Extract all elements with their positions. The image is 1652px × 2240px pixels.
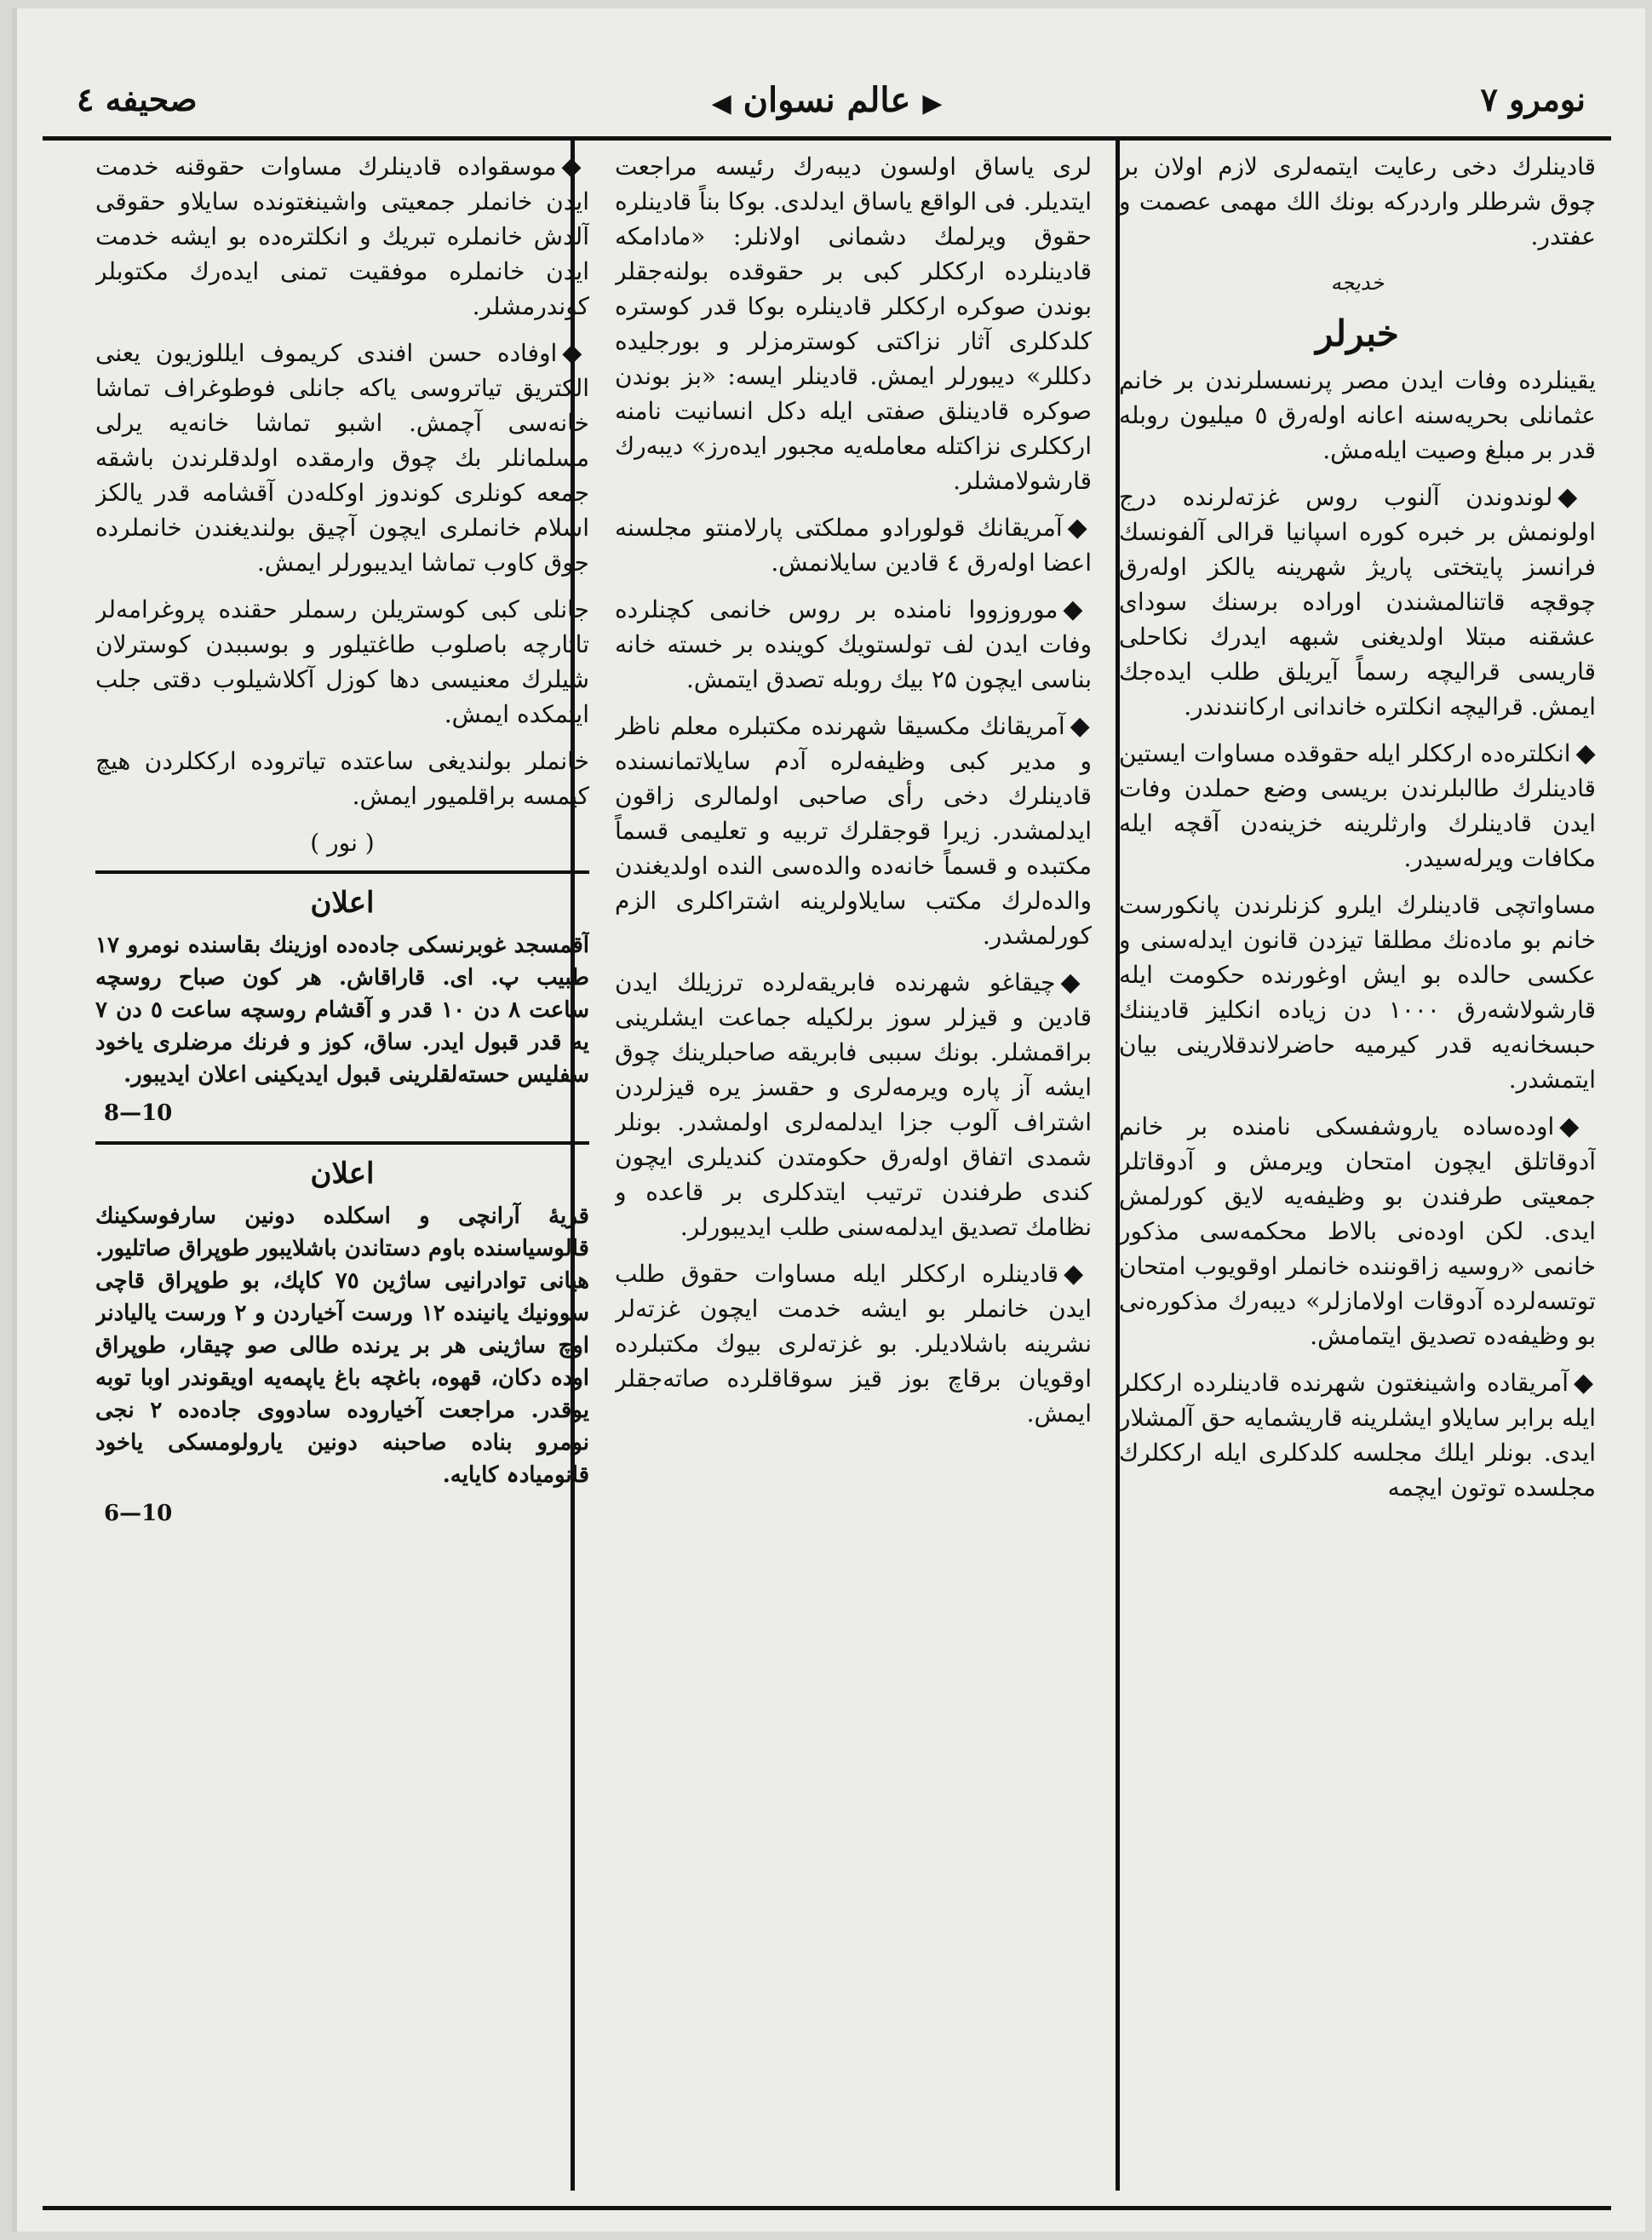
news-item: جانلی کبی کوستریلن رسملر حقنده پروغرامەلر تاتارچه باصلوب طاغتیلور و بوسببدن کوسترلان شیلرك معنیسی دها کوزل آکلاشیلوب دقتی جلب ایتمکده ایمش. bbox=[95, 595, 589, 728]
news-item-text: لوندوندن آلنوب روس غزتەلرنده درج اولونمش بر خبره کوره اسپانیا قرالی آلفونسك فرانسز پایتختی پاریژ شهرینه یالکز اولەرق چوقچه قاتنالمشندن اوراده برسنك سودای عشقنه مبتلا اولدیغنی شبهه ایدرك نکاحلی قاریسی قرالیچه رسماً آیریلق طلب ایدەجك ایمش. قرالیچه انکلترە خاندانی ارکانندندر. bbox=[1119, 483, 1596, 721]
news-item-text: موسقواده قادینلرك مساوات حقوقنه خدمت ایدن خانملر جمعیتی واشینغتونده سایلاو حقوقی آلدش خانملره تبریك و انکلترەده بو ایشه خدمت ایدن خانملره موفقیت تمنی ایدەرك مکتوبلر کوندرمشلر. bbox=[95, 152, 589, 320]
news-item bbox=[615, 965, 1092, 1244]
news-item bbox=[95, 336, 589, 580]
news-item-text: چیقاغو شهرنده فابریقەلرده ترزیلك ایدن قادین و قیزلر سوز برلکیله جماعت ایشلرینی براقمشلر. بونك سببی فابریقه صاحبلرینك چوق ایشه آز پاره ویرمەلری و حقسز یره قیزلردن اشتراف آلوب جزا ایدلمەلری اولمشدر. بونلر شمدی اتفاق اولەرق حکومتدن کندیلری ایچون کندی طرفندن ترتیب ایتدکلری بر قاعده و نظامك تصدیق ایدلمەسنی طلب ایدیبورلر. bbox=[615, 968, 1092, 1241]
diamond-bullet-icon: ◆ bbox=[1557, 482, 1596, 512]
ad-number: 6—10 bbox=[104, 1501, 173, 1526]
diamond-bullet-icon: ◆ bbox=[1070, 711, 1092, 741]
news-item bbox=[1119, 736, 1596, 876]
news-item bbox=[95, 149, 589, 324]
diamond-bullet-icon: ◆ bbox=[1574, 1368, 1596, 1398]
news-item bbox=[615, 510, 1092, 580]
column-right bbox=[1119, 149, 1596, 2180]
column-left bbox=[95, 149, 589, 2180]
news-item-text: موروزووا نامنده بر روس خانمی کچنلرده وفات ایدن لف تولستویك کوینده بر خسته خانه بناسی ایچون ۲۵ بیك روبله تصدق ایتمش. bbox=[615, 595, 1092, 693]
masthead bbox=[43, 75, 1611, 135]
diamond-bullet-icon: ◆ bbox=[1067, 513, 1092, 543]
news-item bbox=[1119, 1109, 1596, 1353]
signature: خدیجه bbox=[1330, 271, 1385, 295]
news-heading: خبرلر bbox=[1316, 313, 1399, 354]
column-middle bbox=[615, 149, 1092, 2180]
newspaper-title-text: عالم نسوان bbox=[743, 80, 911, 120]
news-item bbox=[615, 592, 1092, 697]
ad-title: اعلان bbox=[310, 1157, 375, 1191]
diamond-bullet-icon: ◆ bbox=[1559, 1111, 1596, 1141]
advertisement bbox=[95, 1141, 589, 1531]
issue-number: نومرو ۷ bbox=[1480, 80, 1586, 118]
diamond-bullet-icon: ◆ bbox=[1063, 594, 1092, 624]
article-paragraph: قادینلرك دخی رعایت ایتمەلری لازم اولان بر چوق شرطلر واردرکه بونك الك مهمی عصمت و عفتدر. bbox=[1119, 152, 1596, 250]
footer-rule bbox=[43, 2206, 1611, 2210]
news-item-text: اوفاده حسن افندی کریموف ایللوزیون یعنی الکتریق تیاتروسی یاکه جانلی فوطوغراف تماشا خانەسی آچمش. اشبو تماشا خانەیه یرلی مسلمانلر بك چوق وارمقده اولدقلرندن باشقه جمعه کونلری کوندوز اوکلەدن آقشامه قدر یالکز اسلام خانملری ایچون آچیق بولندیغندن خانملرده جوق کاوب تماشا ایدیبورلر ایمش. bbox=[95, 339, 589, 577]
diamond-bullet-icon: ◆ bbox=[561, 152, 589, 181]
news-item bbox=[615, 1256, 1092, 1431]
newspaper-title bbox=[712, 80, 943, 120]
ad-text: آقمسجد غوبرنسکی جادەده اوزینك بقاسنده نومرو ۱۷ طبیب پ. ای. قاراقاش. هر کون صباح روسچه ساعت ۸ دن ۱۰ قدر و آقشام روسچه ساعت ٥ دن ۷ یه قدر قبول ایدر. ساق، کوز و فرنك مرضلری یاخود سفلیس حستەلقلرینی قبول ایدیکینی اعلان ایدیبور. bbox=[95, 933, 589, 1088]
news-item-text: آمریقاده واشینغتون شهرنده قادینلرده ارککلر ایله برابر سایلاو ایشلرینه قاریشمایه حق آلمشلار ایدی. بونلر ایلك مجلسه کلدکلری ایله ارککلرك مجلسده توتون ایچمه bbox=[1119, 1369, 1596, 1502]
news-item bbox=[615, 709, 1092, 953]
ad-number: 8—10 bbox=[104, 1100, 173, 1126]
news-item: یقینلرده وفات ایدن مصر پرنسسلرندن بر خانم عثمانلی بحریەسنه اعانه اولەرق ٥ میلیون روبله قدر بر مبلغ وصیت ایلەمش. bbox=[1119, 366, 1596, 464]
ornament-icon: ▶ bbox=[922, 88, 943, 118]
diamond-bullet-icon: ◆ bbox=[1060, 968, 1092, 997]
page-number: صحیفه ٤ bbox=[77, 80, 198, 118]
ad-text: قریهٔ آرانچی و اسکلده دونین سارفوسکینك قالوسیاسنده باوم دستاندن باشلایبور طوپراق صاتلیور. هیانی توادرانیی ساژین ۷٥ کاپك، بو طوپراق قاچی سوونیك یانیندە ۱۲ ورست آخیاردن و ۲ ورست یالیادنر اوچ ساژینی هر بر یرنده طالی صو چیقار، طوپراق اوده دکان، قهوه، باغچه باغ یاپمەیه اویقوندر اوبا توبه یوقدر. مراجعت آخیاروده سادووی جادەده ۲ نجی نومرو بناده صاحبنه دونین یارولومسکی یاخود قانومیادہ کایایه. bbox=[95, 1203, 589, 1488]
news-item-text: قادینلره ارککلر ایله مساوات حقوق طلب ایدن خانملر بو ایشه خدمت ایچون غزتەلر نشرینه باشلادیلر. بو غزتەلری بیوك مکتبلرده اوقویان برقاچ بوز قیز سوقاقلرده صاتەجقلر ایمش. bbox=[615, 1260, 1092, 1427]
diamond-bullet-icon: ◆ bbox=[1064, 1259, 1092, 1289]
news-item bbox=[1119, 480, 1596, 724]
news-item-text: آمریقانك قولورادو مملکتی پارلامنتو مجلسنه اعضا اولەرق ٤ قادین سایلانمش. bbox=[615, 514, 1092, 577]
news-item bbox=[1119, 1365, 1596, 1505]
header-rule bbox=[43, 136, 1611, 141]
news-item-text: انکلترەده ارککلر ایله حقوقده مساوات ایستین قادینلرك طالبلرندن بریسی وضع حملدن وفات ایدن قادینلرك وارثلرینه خزینەدن آقچه ایله مکافات ویرلەسیدر. bbox=[1119, 739, 1596, 872]
news-item-text: اودەساده یاروشفسکی نامنده بر خانم آدوقاتلق ایچون امتحان ویرمش و آدوقاتلر جمعیتی طرفندن بو وظیفەیه لایق کورلمش ایدی. لکن اودەنی بالاط محکمەسی مذکور خانمی «روسیه زاقوننده خانملر اوقویوب امتحان توتسەلرده آدوقات اولامازلر» دیبەرك مذکورەنی بو وظیفەده تصدیق ایتمامش. bbox=[1119, 1112, 1596, 1350]
ad-title: اعلان bbox=[310, 886, 375, 920]
signature: ( نور ) bbox=[310, 829, 375, 857]
advertisement bbox=[95, 870, 589, 1131]
newspaper-page bbox=[12, 9, 1645, 2231]
news-item-text: آمریقانك مکسیقا شهرنده مکتبلره معلم ناظر و مدیر کبی وظیفەلره آدم سایلاتمانسنده قادینلرك دخی رأی صاحبی اولمالری زاقون ایدلمشدر. زیرا قوجقلرك تربیه و تعلیمی قسماً مکتبده و قسماً خانەده والدەسی النده اولدیغندن والدەلرك مکتب سایلاولرینه اشتراکلری الزم کورلمشدر. bbox=[615, 712, 1092, 950]
news-item: مساواتچی قادینلرك ایلرو کزنلرندن پانکورست خانم بو مادەنك مطلقا تیزدن قانون ایدلەسنی و عکسی حالده بو ایش اوغورنده حکومت ایله قارشولاشەرق ۱۰۰۰ دن زیاده انکلیز قادیننك حبسخانەیه قدر کیرمیه حاضرلاندقلارینی بیان ایتمشدر. bbox=[1119, 891, 1596, 1094]
news-item: لری یاساق اولسون دیبەرك رئیسه مراجعت ایتدیلر. فی الواقع یاساق ایدلدی. بوکا بناً قادینلره حقوق ویرلمك دشمانی اولانلر: «مادامکه قادینلرده ارککلر کبی بر حقوقده بولنەجقلر بوندن صوکره ارککلر قادینلره بوکا قدر کوستره کلدکلری آثار نزاکتی کوسترمزلر و بورجلیده دکللر» دیبورلر ایمش. قادینلر ایسه: «بز بوندن صوکره قادینلق صفتی ایله دکل انسانیت نامنه ارککلری نزاکتله معاملەیه مجبور ایدەرز» دیبەرك قارشولامشلر. bbox=[615, 152, 1092, 495]
diamond-bullet-icon: ◆ bbox=[1575, 738, 1596, 768]
ornament-icon: ◀ bbox=[711, 88, 731, 118]
news-item: خانملر بولندیغی ساعتده تیاتروده ارککلردن هیچ کیمسه براقلمیور ایمش. bbox=[95, 747, 589, 810]
diamond-bullet-icon: ◆ bbox=[562, 338, 589, 368]
